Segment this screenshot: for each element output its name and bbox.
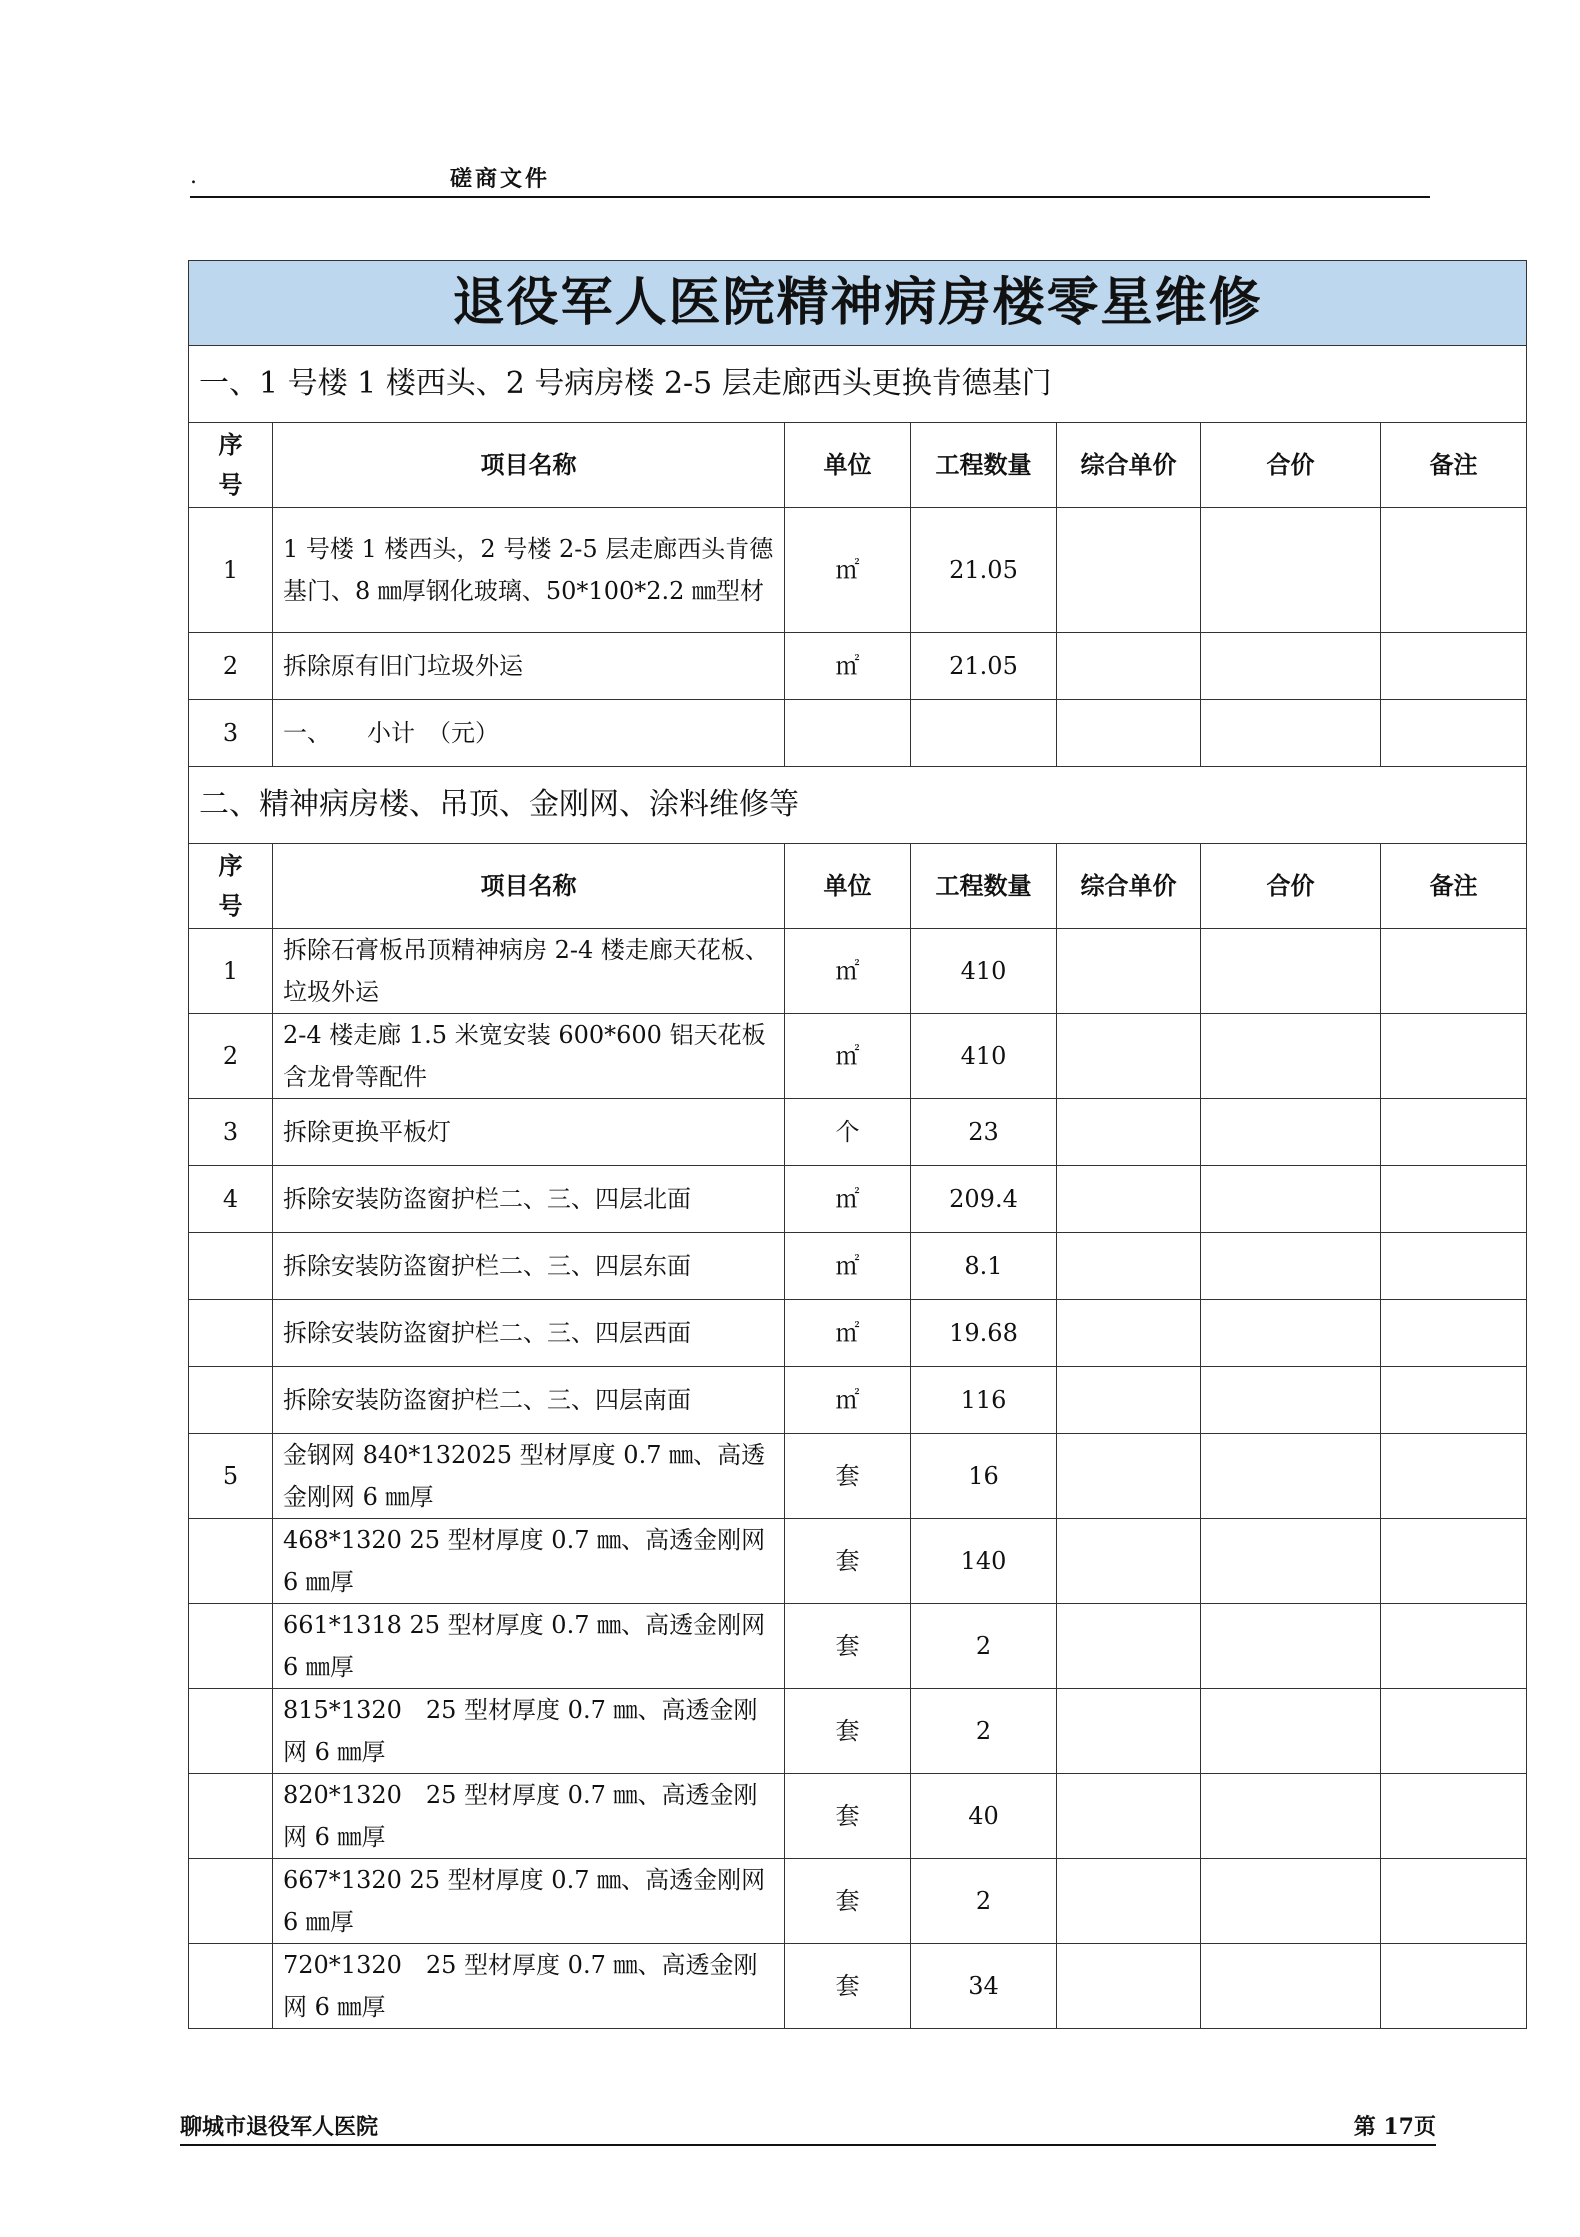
row-unit: ㎡ [785, 1166, 911, 1233]
row-no: 2 [189, 633, 273, 700]
row-no [189, 1519, 273, 1604]
footer-org: 聊城市退役军人医院 [180, 2114, 379, 2140]
row-no: 1 [189, 508, 273, 633]
row-remark [1381, 633, 1527, 700]
table-row [189, 1367, 1527, 1434]
row-item-name: 820*1320 25 型材厚度 0.7 ㎜、高透金刚网 6 ㎜厚 [273, 1774, 785, 1859]
col-header-total: 合价 [1201, 423, 1381, 508]
row-item-name: 拆除更换平板灯 [273, 1099, 785, 1166]
document-type: 磋商文件 [450, 166, 551, 192]
row-qty: 21.05 [911, 633, 1057, 700]
row-total [1201, 1300, 1381, 1367]
row-total [1201, 1944, 1381, 2029]
row-remark [1381, 1604, 1527, 1689]
row-no [189, 1604, 273, 1689]
row-unit [785, 700, 911, 767]
row-no [189, 1367, 273, 1434]
row-unit: ㎡ [785, 1233, 911, 1300]
row-unit-price [1057, 1604, 1201, 1689]
row-unit: 套 [785, 1434, 911, 1519]
row-item-name: 468*1320 25 型材厚度 0.7 ㎜、高透金刚网 6 ㎜厚 [273, 1519, 785, 1604]
row-qty: 16 [911, 1434, 1057, 1519]
row-unit-price [1057, 1233, 1201, 1300]
row-remark [1381, 929, 1527, 1014]
row-unit-price [1057, 1166, 1201, 1233]
row-unit-price [1057, 1859, 1201, 1944]
row-no: 3 [189, 700, 273, 767]
quote-table [188, 260, 1527, 2029]
row-total [1201, 1434, 1381, 1519]
row-total [1201, 1604, 1381, 1689]
row-total [1201, 508, 1381, 633]
row-qty: 8.1 [911, 1233, 1057, 1300]
row-item-name: 2-4 楼走廊 1.5 米宽安装 600*600 铝天花板含龙骨等配件 [273, 1014, 785, 1099]
row-total [1201, 1099, 1381, 1166]
row-unit-price [1057, 1014, 1201, 1099]
row-item-name: 667*1320 25 型材厚度 0.7 ㎜、高透金刚网 6 ㎜厚 [273, 1859, 785, 1944]
col-header-qty: 工程数量 [911, 423, 1057, 508]
row-qty: 116 [911, 1367, 1057, 1434]
row-remark [1381, 1014, 1527, 1099]
row-qty: 410 [911, 929, 1057, 1014]
section-heading: 一、1 号楼 1 楼西头、2 号病房楼 2-5 层走廊西头更换肯德基门 [189, 346, 1527, 423]
row-qty: 19.68 [911, 1300, 1057, 1367]
row-unit-price [1057, 633, 1201, 700]
col-header-no: 序 号 [189, 844, 273, 929]
row-unit-price [1057, 1099, 1201, 1166]
col-header-remark: 备注 [1381, 844, 1527, 929]
col-header-unit-price: 综合单价 [1057, 844, 1201, 929]
row-remark [1381, 1300, 1527, 1367]
row-remark [1381, 1519, 1527, 1604]
row-no [189, 1689, 273, 1774]
row-unit: 套 [785, 1604, 911, 1689]
row-item-name: 拆除安装防盗窗护栏二、三、四层西面 [273, 1300, 785, 1367]
row-item-name: 1 号楼 1 楼西头，2 号楼 2-5 层走廊西头肯德基门、8 ㎜厚钢化玻璃、50*100*2.2 ㎜型材 [273, 508, 785, 633]
table-row [189, 929, 1527, 1014]
row-item-name: 拆除安装防盗窗护栏二、三、四层北面 [273, 1166, 785, 1233]
row-remark [1381, 1774, 1527, 1859]
row-qty [911, 700, 1057, 767]
row-item-name: 拆除安装防盗窗护栏二、三、四层南面 [273, 1367, 785, 1434]
col-header-qty: 工程数量 [911, 844, 1057, 929]
row-qty: 140 [911, 1519, 1057, 1604]
row-qty: 2 [911, 1689, 1057, 1774]
row-no [189, 1859, 273, 1944]
row-qty: 410 [911, 1014, 1057, 1099]
table-row [189, 1774, 1527, 1859]
row-unit-price [1057, 929, 1201, 1014]
row-qty: 40 [911, 1774, 1057, 1859]
table-row [189, 700, 1527, 767]
row-item-name: 拆除原有旧门垃圾外运 [273, 633, 785, 700]
row-unit: ㎡ [785, 1300, 911, 1367]
row-no [189, 1233, 273, 1300]
row-total [1201, 929, 1381, 1014]
row-item-name: 661*1318 25 型材厚度 0.7 ㎜、高透金刚网 6 ㎜厚 [273, 1604, 785, 1689]
row-unit: 套 [785, 1859, 911, 1944]
col-header-unit: 单位 [785, 423, 911, 508]
row-unit: ㎡ [785, 929, 911, 1014]
row-total [1201, 1519, 1381, 1604]
row-qty: 209.4 [911, 1166, 1057, 1233]
table-row [189, 1014, 1527, 1099]
col-header-unit-price: 综合单价 [1057, 423, 1201, 508]
table-row [189, 508, 1527, 633]
row-no [189, 1300, 273, 1367]
row-no [189, 1774, 273, 1859]
row-remark [1381, 1944, 1527, 2029]
section-heading-row [189, 767, 1527, 844]
row-unit: ㎡ [785, 1367, 911, 1434]
row-no [189, 1944, 273, 2029]
table-row [189, 1233, 1527, 1300]
section-heading: 二、精神病房楼、吊顶、金刚网、涂料维修等 [189, 767, 1527, 844]
page-footer [180, 2108, 1436, 2146]
row-unit-price [1057, 508, 1201, 633]
section-heading-row [189, 346, 1527, 423]
col-header-name: 项目名称 [273, 423, 785, 508]
col-header-no: 序 号 [189, 423, 273, 508]
row-unit: ㎡ [785, 1014, 911, 1099]
row-total [1201, 1774, 1381, 1859]
table-row [189, 1944, 1527, 2029]
column-header-row [189, 423, 1527, 508]
row-no: 2 [189, 1014, 273, 1099]
row-item-name: 金钢网 840*132025 型材厚度 0.7 ㎜、高透金刚网 6 ㎜厚 [273, 1434, 785, 1519]
row-no: 1 [189, 929, 273, 1014]
table-row [189, 1859, 1527, 1944]
row-unit: 套 [785, 1689, 911, 1774]
row-qty: 2 [911, 1604, 1057, 1689]
table-row [189, 1300, 1527, 1367]
column-header-row [189, 844, 1527, 929]
col-header-unit: 单位 [785, 844, 911, 929]
row-remark [1381, 1099, 1527, 1166]
page-number: 第 17页 [1353, 2114, 1436, 2140]
table-row [189, 1434, 1527, 1519]
row-total [1201, 633, 1381, 700]
row-no: 3 [189, 1099, 273, 1166]
row-unit: ㎡ [785, 508, 911, 633]
row-no: 4 [189, 1166, 273, 1233]
row-unit: 套 [785, 1519, 911, 1604]
table-row [189, 1166, 1527, 1233]
col-header-name: 项目名称 [273, 844, 785, 929]
row-unit-price [1057, 1367, 1201, 1434]
row-no: 5 [189, 1434, 273, 1519]
table-row [189, 1604, 1527, 1689]
row-remark [1381, 700, 1527, 767]
row-qty: 23 [911, 1099, 1057, 1166]
table-row [189, 1519, 1527, 1604]
row-remark [1381, 1166, 1527, 1233]
row-unit: 个 [785, 1099, 911, 1166]
row-remark [1381, 1233, 1527, 1300]
row-qty: 34 [911, 1944, 1057, 2029]
row-total [1201, 1367, 1381, 1434]
row-total [1201, 1014, 1381, 1099]
row-remark [1381, 1689, 1527, 1774]
row-total [1201, 700, 1381, 767]
col-header-total: 合价 [1201, 844, 1381, 929]
row-remark [1381, 1859, 1527, 1944]
row-remark [1381, 508, 1527, 633]
table-row [189, 633, 1527, 700]
row-unit-price [1057, 700, 1201, 767]
row-unit: 套 [785, 1944, 911, 2029]
table-title: 退役军人医院精神病房楼零星维修 [189, 261, 1527, 346]
row-total [1201, 1233, 1381, 1300]
row-total [1201, 1859, 1381, 1944]
table-row [189, 1689, 1527, 1774]
page-header [190, 160, 1430, 198]
row-unit-price [1057, 1774, 1201, 1859]
row-unit-price [1057, 1689, 1201, 1774]
row-item-name: 拆除石膏板吊顶精神病房 2-4 楼走廊天花板、垃圾外运 [273, 929, 785, 1014]
col-header-remark: 备注 [1381, 423, 1527, 508]
row-item-name: 一、 小计 （元） [273, 700, 785, 767]
row-remark [1381, 1367, 1527, 1434]
row-unit-price [1057, 1519, 1201, 1604]
row-item-name: 720*1320 25 型材厚度 0.7 ㎜、高透金刚网 6 ㎜厚 [273, 1944, 785, 2029]
row-total [1201, 1689, 1381, 1774]
row-item-name: 拆除安装防盗窗护栏二、三、四层东面 [273, 1233, 785, 1300]
table-row [189, 1099, 1527, 1166]
row-unit-price [1057, 1434, 1201, 1519]
row-item-name: 815*1320 25 型材厚度 0.7 ㎜、高透金刚网 6 ㎜厚 [273, 1689, 785, 1774]
row-unit: ㎡ [785, 633, 911, 700]
row-qty: 2 [911, 1859, 1057, 1944]
row-total [1201, 1166, 1381, 1233]
row-unit-price [1057, 1300, 1201, 1367]
header-dot: . [190, 164, 197, 189]
row-unit: 套 [785, 1774, 911, 1859]
row-qty: 21.05 [911, 508, 1057, 633]
row-remark [1381, 1434, 1527, 1519]
row-unit-price [1057, 1944, 1201, 2029]
